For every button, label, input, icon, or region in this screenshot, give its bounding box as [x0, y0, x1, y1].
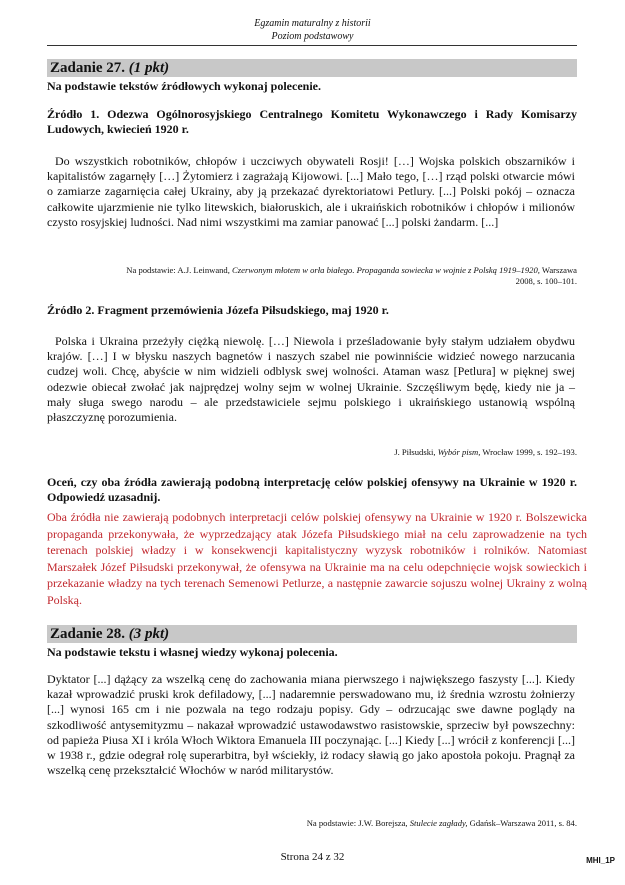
task27-points: (1 pkt)	[128, 60, 170, 76]
task28-title-label: Zadanie 28.	[50, 626, 126, 642]
task28-ref-suffix: Gdańsk–Warszawa 2011, s. 84.	[469, 818, 577, 828]
source2-reference	[394, 447, 577, 458]
task28-title	[50, 625, 169, 643]
source2-ref-prefix: J. Piłsudski,	[394, 447, 436, 457]
source2-ref-title: Wybór pism,	[437, 447, 481, 457]
task27-title	[50, 59, 169, 77]
task28-points: (3 pkt)	[128, 626, 170, 642]
exam-level: Poziom podstawowy	[271, 31, 354, 42]
source1-ref-suffix: Warszawa 2008, s. 100–101.	[515, 265, 577, 286]
header-divider	[47, 45, 577, 46]
task27-title-label: Zadanie 27.	[50, 60, 126, 76]
source1-reference	[107, 265, 577, 287]
source2-title: Źródło 2. Fragment przemówienia Józefa Piłsudskiego, maj 1920 r.	[47, 303, 389, 317]
task28-instruction: Na podstawie tekstu i własnej wiedzy wykonaj polecenia.	[47, 645, 338, 659]
source1-text: Do wszystkich robotników, chłopów i uczciwych obywateli Rosji! […] Wojska polskich obszarników i kapitalistów zagarnęły […] Żytomierz i zagrażają Kijowowi. [...] Mało tego, […] rząd polski otwarcie mówi o zamiarze zagarnięcia całej Ukrainy, aby ją przekazać dyrektoriatowi Petlury. [...] Polski pokój – oznacza całkowite ujarzmienie nie tylko litewskich, białoruskich, ale i ukraińskich robotników i chłopów i milionów czysto rosyjskiej ludności. Nad nimi wszystkimi ma zamiar panować [...] polski żandarm. [...]	[47, 154, 575, 229]
source1-title: Źródło 1. Odezwa Ogólnorosyjskiego Centralnego Komitetu Wykonawczego i Rady Komisarzy Ludowych, kwiecień 1920 r.	[47, 107, 577, 136]
task28-ref-prefix: Na podstawie: J.W. Borejsza,	[306, 818, 408, 828]
task27-question: Oceń, czy oba źródła zawierają podobną interpretację celów polskiej ofensywy na Ukrainie w 1920 r. Odpowiedź uzasadnij.	[47, 475, 577, 504]
task28-ref-title: Stulecie zagłady,	[409, 818, 468, 828]
page-number: Strona 24 z 32	[280, 851, 345, 863]
exam-title: Egzamin maturalny z historii	[254, 18, 371, 29]
task28-reference	[307, 818, 577, 829]
source1-ref-prefix: Na podstawie: A.J. Leinwand,	[126, 265, 230, 275]
source2-ref-suffix: Wrocław 1999, s. 192–193.	[482, 447, 577, 457]
exam-code: MHI_1P	[586, 856, 615, 865]
source1-ref-title: Czerwonym młotem w orła białego. Propaganda sowiecka w wojnie z Polską 1919–1920,	[232, 265, 540, 275]
task27-answer[interactable]: Oba źródła nie zawierają podobnych interpretacji celów polskiej ofensywy na Ukrainie w 1920 r. Bolszewicka propaganda przekonywała, że wyprzedzający atak Józefa Piłsudskiego miał na celu zaprowadzenie na tych terenach polskiej władzy i w konsekwencji kapitalistyczny wyzysk robotników i rolników. Natomiast Marszałek Józef Piłsudski przekonywał, że ofensywa na Ukrainie ma na celu odepchnięcie wojsk sowieckich i przekazanie władzy na tych terenach Semenowi Petlurze, a następnie zawarcie sojuszu wolnej Ukrainy z wolną Polską.	[47, 510, 587, 607]
task27-instruction: Na podstawie tekstów źródłowych wykonaj polecenie.	[47, 79, 321, 93]
source2-text: Polska i Ukraina przeżyły ciężką niewolę. […] Niewola i prześladowanie były stałym udziałem obydwu krajów. […] I w błysku naszych bagnetów i naszych szabel nie powinniście widzieć nowego narzucania cudzej woli. Chcę, abyście w nim widzieli odblysk swej wolności. Ataman wasz [Petlura] w pięknej swej odezwie obiecał zwołać jak najprędzej wolny sejm w wolnej Ukrainie. Szczęśliwym będę, kiedy nie ja – mały sługa swego narodu – ale przedstawiciele sejmu polskiego i ukraińskiego ustanowią wspólną płaszczyznę porozumienia.	[47, 334, 575, 425]
task28-text: Dyktator [...] dążący za wszelką cenę do zachowania miana pierwszego i największego faszysty [...]. Kiedy kazał wprowadzić pruski krok defiladowy, [...] nadaremnie perswadowano mu, iż średnia wzrostu żołnierzy [...] wynosi 165 cm i nie pozwala na tego rodzaju popisy. Gdy – odrzucając swe dawne poglądy na szkodliwość antysemityzmu – nakazał wprowadzić ustawodawstwo rasistowskie, sprzeciw był powszechny: od papieża Piusa XI i króla Włoch Wiktora Emanuela III poczynając. [...] Kiedy [...] wrócił z konferencji [...] w 1938 r., gdzie odegrał rolę superarbitra, był wściekły, iż rodacy sławią go jako apostoła pokoju. Pragnął za wszelką cenę przekształcić Włochów w naród militarystów.	[47, 672, 575, 778]
